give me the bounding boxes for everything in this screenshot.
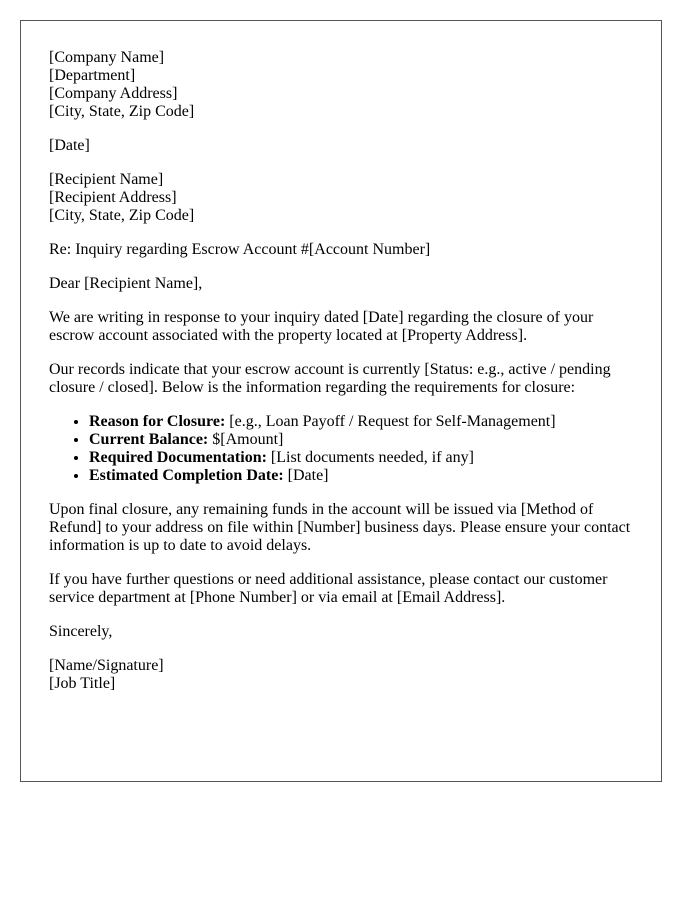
detail-value: [e.g., Loan Payoff / Request for Self-Management]	[225, 413, 556, 430]
company-name: [Company Name]	[49, 49, 165, 66]
signature-block	[49, 657, 633, 693]
letter-date: [Date]	[49, 137, 90, 154]
detail-value: $[Amount]	[208, 431, 284, 448]
detail-label: Estimated Completion Date:	[89, 467, 284, 484]
recipient-city-state-zip: [City, State, Zip Code]	[49, 207, 195, 224]
subject-line: Re: Inquiry regarding Escrow Account #[Account Number]	[49, 241, 431, 258]
detail-item	[89, 413, 633, 431]
detail-label: Required Documentation:	[89, 449, 267, 466]
body-paragraph: Our records indicate that your escrow account is currently [Status: e.g., active / pending closure / closed]. Below is the information regarding the requirements for closure:	[49, 361, 611, 396]
signoff: Sincerely,	[49, 623, 113, 640]
letter	[20, 20, 662, 782]
body-paragraph: We are writing in response to your inquiry dated [Date] regarding the closure of your escrow account associated with the property located at [Property Address].	[49, 309, 594, 344]
sender-city-state-zip: [City, State, Zip Code]	[49, 103, 195, 120]
recipient-name: [Recipient Name]	[49, 171, 164, 188]
details-list	[49, 413, 633, 485]
recipient-address: [Recipient Address]	[49, 189, 177, 206]
detail-item	[89, 449, 633, 467]
detail-value: [Date]	[283, 467, 329, 484]
sender-block	[49, 49, 633, 121]
detail-label: Reason for Closure:	[89, 413, 226, 430]
signature-name: [Name/Signature]	[49, 657, 164, 674]
detail-value: [List documents needed, if any]	[266, 449, 474, 466]
body-paragraph: If you have further questions or need additional assistance, please contact our customer service department at [Phone Number] or via email at [Email Address].	[49, 571, 608, 606]
salutation: Dear [Recipient Name],	[49, 275, 203, 292]
department: [Department]	[49, 67, 136, 84]
detail-label: Current Balance:	[89, 431, 209, 448]
detail-item	[89, 431, 633, 449]
job-title: [Job Title]	[49, 675, 116, 692]
detail-item	[89, 467, 633, 485]
company-address: [Company Address]	[49, 85, 178, 102]
recipient-block	[49, 171, 633, 225]
body-paragraph: Upon final closure, any remaining funds in the account will be issued via [Method of Refund] to your address on file within [Number] business days. Please ensure your contact information is up to date to avoid delays.	[49, 501, 631, 554]
